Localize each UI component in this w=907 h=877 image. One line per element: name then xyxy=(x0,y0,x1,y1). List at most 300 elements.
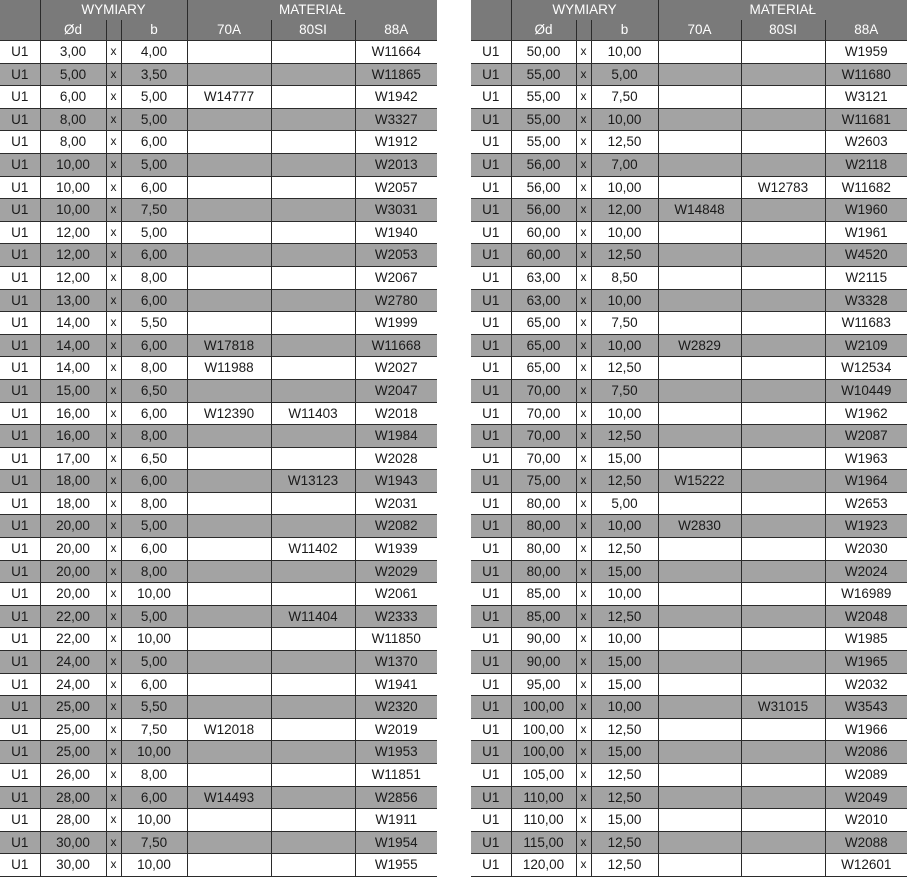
cell-material-80si xyxy=(271,266,355,289)
table-row xyxy=(471,402,907,425)
cell-material-80si: W11403 xyxy=(271,402,355,425)
cell-type: U1 xyxy=(471,357,511,380)
cell-material-70a xyxy=(187,764,271,787)
cell-material-88a: W1964 xyxy=(825,470,907,493)
cell-separator: x xyxy=(576,651,591,674)
cell-material-88a: W4520 xyxy=(825,244,907,267)
cell-material-70a xyxy=(187,244,271,267)
cell-material-88a: W2053 xyxy=(355,244,437,267)
cell-type: U1 xyxy=(0,425,40,448)
cell-diameter: 10,00 xyxy=(40,153,106,176)
cell-material-88a: W2018 xyxy=(355,402,437,425)
cell-material-80si xyxy=(271,809,355,832)
cell-separator: x xyxy=(106,289,121,312)
cell-material-80si xyxy=(271,854,355,877)
cell-diameter: 63,00 xyxy=(511,289,576,312)
cell-material-70a xyxy=(187,266,271,289)
table-row xyxy=(0,266,437,289)
table-row xyxy=(471,854,907,877)
table-row xyxy=(0,41,437,64)
cell-material-80si xyxy=(741,199,825,222)
cell-width: 8,00 xyxy=(121,357,187,380)
cell-material-70a xyxy=(187,628,271,651)
cell-material-70a xyxy=(658,718,741,741)
cell-material-70a xyxy=(658,41,741,64)
cell-material-70a xyxy=(658,86,741,109)
table-row xyxy=(0,628,437,651)
cell-width: 12,50 xyxy=(591,538,658,561)
cell-separator: x xyxy=(106,583,121,606)
cell-type: U1 xyxy=(471,176,511,199)
header-group-dimensions: WYMIARY xyxy=(40,0,187,20)
cell-material-80si xyxy=(741,221,825,244)
cell-material-70a xyxy=(187,515,271,538)
cell-diameter: 20,00 xyxy=(40,583,106,606)
cell-material-88a: W2024 xyxy=(825,560,907,583)
cell-type: U1 xyxy=(0,108,40,131)
table-row xyxy=(471,718,907,741)
cell-material-88a: W2048 xyxy=(825,605,907,628)
table-row xyxy=(471,492,907,515)
cell-material-70a xyxy=(187,379,271,402)
cell-material-88a: W1961 xyxy=(825,221,907,244)
cell-material-80si xyxy=(741,402,825,425)
cell-material-70a xyxy=(658,560,741,583)
cell-material-70a xyxy=(658,221,741,244)
cell-separator: x xyxy=(106,764,121,787)
cell-separator: x xyxy=(576,153,591,176)
cell-diameter: 18,00 xyxy=(40,492,106,515)
cell-diameter: 5,00 xyxy=(40,63,106,86)
cell-material-70a xyxy=(658,108,741,131)
cell-material-70a: W11988 xyxy=(187,357,271,380)
cell-material-88a: W2028 xyxy=(355,447,437,470)
cell-material-80si xyxy=(271,199,355,222)
table-row xyxy=(471,605,907,628)
cell-material-88a: W2856 xyxy=(355,786,437,809)
cell-separator: x xyxy=(576,266,591,289)
cell-material-88a: W2029 xyxy=(355,560,437,583)
cell-diameter: 25,00 xyxy=(40,741,106,764)
cell-material-70a xyxy=(658,153,741,176)
table-row xyxy=(0,221,437,244)
cell-separator: x xyxy=(106,831,121,854)
cell-diameter: 20,00 xyxy=(40,515,106,538)
cell-material-80si xyxy=(741,651,825,674)
table-row xyxy=(471,379,907,402)
cell-diameter: 55,00 xyxy=(511,131,576,154)
table-row xyxy=(471,470,907,493)
cell-material-88a: W3121 xyxy=(825,86,907,109)
table-row xyxy=(0,153,437,176)
cell-material-80si xyxy=(271,86,355,109)
cell-width: 6,00 xyxy=(121,131,187,154)
cell-diameter: 110,00 xyxy=(511,809,576,832)
cell-separator: x xyxy=(576,108,591,131)
cell-diameter: 20,00 xyxy=(40,538,106,561)
cell-width: 10,00 xyxy=(591,108,658,131)
cell-material-80si xyxy=(271,108,355,131)
table-row xyxy=(471,651,907,674)
cell-width: 12,50 xyxy=(591,470,658,493)
cell-separator: x xyxy=(576,86,591,109)
cell-material-70a: W12390 xyxy=(187,402,271,425)
cell-width: 8,00 xyxy=(121,425,187,448)
table-row xyxy=(0,696,437,719)
cell-width: 6,00 xyxy=(121,402,187,425)
cell-material-70a xyxy=(658,447,741,470)
cell-type: U1 xyxy=(471,63,511,86)
cell-diameter: 14,00 xyxy=(40,334,106,357)
cell-type: U1 xyxy=(471,560,511,583)
cell-material-80si xyxy=(741,560,825,583)
cell-width: 3,50 xyxy=(121,63,187,86)
cell-width: 10,00 xyxy=(591,583,658,606)
table-row xyxy=(471,515,907,538)
cell-diameter: 12,00 xyxy=(40,221,106,244)
cell-separator: x xyxy=(106,357,121,380)
cell-diameter: 65,00 xyxy=(511,334,576,357)
cell-separator: x xyxy=(106,221,121,244)
cell-separator: x xyxy=(576,357,591,380)
cell-diameter: 13,00 xyxy=(40,289,106,312)
cell-material-88a: W1953 xyxy=(355,741,437,764)
cell-separator: x xyxy=(576,718,591,741)
cell-diameter: 85,00 xyxy=(511,605,576,628)
cell-material-88a: W1912 xyxy=(355,131,437,154)
cell-type: U1 xyxy=(471,244,511,267)
cell-material-80si: W31015 xyxy=(741,696,825,719)
cell-diameter: 60,00 xyxy=(511,244,576,267)
cell-material-70a xyxy=(187,651,271,674)
cell-separator: x xyxy=(106,470,121,493)
cell-material-80si xyxy=(741,244,825,267)
table-row xyxy=(0,244,437,267)
cell-material-88a: W11682 xyxy=(825,176,907,199)
cell-separator: x xyxy=(106,379,121,402)
cell-separator: x xyxy=(576,673,591,696)
cell-material-80si xyxy=(271,131,355,154)
cell-type: U1 xyxy=(471,379,511,402)
cell-width: 12,50 xyxy=(591,357,658,380)
cell-separator: x xyxy=(106,492,121,515)
cell-separator: x xyxy=(576,831,591,854)
cell-material-88a: W3327 xyxy=(355,108,437,131)
cell-material-88a: W2030 xyxy=(825,538,907,561)
cell-type: U1 xyxy=(471,809,511,832)
header-col-b: b xyxy=(591,20,658,41)
cell-width: 10,00 xyxy=(121,854,187,877)
table-row xyxy=(471,809,907,832)
cell-diameter: 120,00 xyxy=(511,854,576,877)
cell-material-88a: W11664 xyxy=(355,41,437,64)
table-row xyxy=(0,312,437,335)
cell-separator: x xyxy=(106,741,121,764)
cell-material-70a xyxy=(658,266,741,289)
cell-material-80si xyxy=(271,176,355,199)
cell-diameter: 55,00 xyxy=(511,86,576,109)
cell-material-88a: W12534 xyxy=(825,357,907,380)
cell-type: U1 xyxy=(471,628,511,651)
table-row xyxy=(0,334,437,357)
cell-diameter: 8,00 xyxy=(40,131,106,154)
header-column-row xyxy=(0,20,437,41)
cell-material-88a: W1966 xyxy=(825,718,907,741)
cell-separator: x xyxy=(106,673,121,696)
cell-material-88a: W3543 xyxy=(825,696,907,719)
cell-separator: x xyxy=(106,108,121,131)
cell-width: 7,50 xyxy=(121,831,187,854)
cell-material-80si xyxy=(741,379,825,402)
cell-type: U1 xyxy=(0,605,40,628)
cell-width: 10,00 xyxy=(591,289,658,312)
cell-width: 5,50 xyxy=(121,696,187,719)
table-row xyxy=(471,831,907,854)
cell-material-80si xyxy=(741,741,825,764)
cell-material-88a: W1962 xyxy=(825,402,907,425)
cell-material-88a: W11680 xyxy=(825,63,907,86)
cell-type: U1 xyxy=(0,583,40,606)
cell-material-80si xyxy=(741,583,825,606)
cell-width: 7,50 xyxy=(591,312,658,335)
header-col-70a: 70A xyxy=(658,20,741,41)
cell-type: U1 xyxy=(0,221,40,244)
cell-type: U1 xyxy=(471,696,511,719)
cell-material-88a: W11683 xyxy=(825,312,907,335)
cell-separator: x xyxy=(576,312,591,335)
cell-type: U1 xyxy=(0,764,40,787)
table-row xyxy=(471,131,907,154)
cell-diameter: 110,00 xyxy=(511,786,576,809)
cell-material-70a: W14493 xyxy=(187,786,271,809)
cell-separator: x xyxy=(576,854,591,877)
cell-material-88a: W2088 xyxy=(825,831,907,854)
cell-width: 8,00 xyxy=(121,492,187,515)
cell-material-70a: W2830 xyxy=(658,515,741,538)
table-row xyxy=(471,447,907,470)
cell-width: 8,00 xyxy=(121,764,187,787)
cell-material-80si xyxy=(741,786,825,809)
cell-material-80si xyxy=(271,583,355,606)
cell-material-88a: W2320 xyxy=(355,696,437,719)
cell-material-88a: W1954 xyxy=(355,831,437,854)
cell-diameter: 60,00 xyxy=(511,221,576,244)
cell-diameter: 20,00 xyxy=(40,560,106,583)
cell-diameter: 65,00 xyxy=(511,357,576,380)
cell-width: 12,50 xyxy=(591,786,658,809)
cell-material-70a xyxy=(658,831,741,854)
cell-material-80si xyxy=(741,131,825,154)
table-row xyxy=(471,63,907,86)
header-col-separator xyxy=(576,20,591,41)
cell-material-88a: W1959 xyxy=(825,41,907,64)
cell-type: U1 xyxy=(471,854,511,877)
cell-type: U1 xyxy=(471,515,511,538)
cell-separator: x xyxy=(106,425,121,448)
cell-type: U1 xyxy=(0,628,40,651)
cell-separator: x xyxy=(106,628,121,651)
cell-width: 10,00 xyxy=(591,696,658,719)
cell-separator: x xyxy=(576,583,591,606)
cell-type: U1 xyxy=(471,786,511,809)
cell-diameter: 63,00 xyxy=(511,266,576,289)
cell-type: U1 xyxy=(471,86,511,109)
cell-width: 5,00 xyxy=(121,651,187,674)
cell-type: U1 xyxy=(471,538,511,561)
cell-diameter: 56,00 xyxy=(511,176,576,199)
header-col-d: Ød xyxy=(511,20,576,41)
cell-diameter: 15,00 xyxy=(40,379,106,402)
cell-material-88a: W11850 xyxy=(355,628,437,651)
cell-material-88a: W2653 xyxy=(825,492,907,515)
cell-diameter: 100,00 xyxy=(511,696,576,719)
cell-type: U1 xyxy=(471,221,511,244)
cell-type: U1 xyxy=(471,266,511,289)
table-row xyxy=(0,560,437,583)
cell-material-70a xyxy=(187,131,271,154)
cell-separator: x xyxy=(106,515,121,538)
table-row xyxy=(0,651,437,674)
cell-type: U1 xyxy=(471,741,511,764)
header-blank-cell xyxy=(471,0,511,20)
cell-material-70a xyxy=(658,425,741,448)
cell-separator: x xyxy=(106,266,121,289)
table-row xyxy=(0,515,437,538)
cell-material-88a: W1923 xyxy=(825,515,907,538)
table-row xyxy=(471,764,907,787)
cell-width: 5,00 xyxy=(121,86,187,109)
cell-material-70a xyxy=(187,605,271,628)
cell-width: 15,00 xyxy=(591,447,658,470)
table-row xyxy=(0,402,437,425)
cell-width: 6,00 xyxy=(121,673,187,696)
cell-material-88a: W2010 xyxy=(825,809,907,832)
cell-material-70a xyxy=(187,447,271,470)
cell-diameter: 25,00 xyxy=(40,718,106,741)
cell-width: 5,00 xyxy=(121,515,187,538)
cell-width: 7,50 xyxy=(121,199,187,222)
cell-width: 10,00 xyxy=(121,583,187,606)
cell-diameter: 80,00 xyxy=(511,492,576,515)
cell-type: U1 xyxy=(0,673,40,696)
cell-separator: x xyxy=(106,199,121,222)
header-group-row xyxy=(471,0,907,20)
table-row xyxy=(471,786,907,809)
cell-material-70a xyxy=(658,492,741,515)
cell-type: U1 xyxy=(0,831,40,854)
cell-separator: x xyxy=(106,718,121,741)
cell-material-88a: W2118 xyxy=(825,153,907,176)
cell-material-88a: W2109 xyxy=(825,334,907,357)
cell-separator: x xyxy=(576,63,591,86)
cell-material-70a xyxy=(658,583,741,606)
cell-material-80si xyxy=(271,764,355,787)
cell-material-80si xyxy=(271,673,355,696)
header-col-80si: 80SI xyxy=(271,20,355,41)
cell-material-88a: W2086 xyxy=(825,741,907,764)
table-row xyxy=(0,289,437,312)
cell-separator: x xyxy=(576,515,591,538)
cell-separator: x xyxy=(576,289,591,312)
table-row xyxy=(0,492,437,515)
cell-width: 6,00 xyxy=(121,334,187,357)
cell-material-80si xyxy=(741,673,825,696)
cell-type: U1 xyxy=(471,447,511,470)
cell-separator: x xyxy=(106,809,121,832)
cell-material-80si xyxy=(271,63,355,86)
cell-type: U1 xyxy=(471,41,511,64)
cell-material-80si xyxy=(741,289,825,312)
cell-material-80si xyxy=(271,786,355,809)
cell-type: U1 xyxy=(0,244,40,267)
cell-type: U1 xyxy=(471,289,511,312)
cell-material-88a: W2027 xyxy=(355,357,437,380)
table-row xyxy=(0,63,437,86)
cell-material-70a xyxy=(658,696,741,719)
cell-type: U1 xyxy=(471,425,511,448)
cell-material-80si xyxy=(271,651,355,674)
cell-width: 15,00 xyxy=(591,673,658,696)
cell-separator: x xyxy=(576,221,591,244)
cell-type: U1 xyxy=(0,560,40,583)
cell-diameter: 50,00 xyxy=(511,41,576,64)
cell-separator: x xyxy=(576,560,591,583)
cell-type: U1 xyxy=(0,334,40,357)
cell-material-88a: W1965 xyxy=(825,651,907,674)
cell-separator: x xyxy=(106,334,121,357)
cell-diameter: 24,00 xyxy=(40,651,106,674)
cell-type: U1 xyxy=(471,718,511,741)
cell-separator: x xyxy=(576,131,591,154)
cell-type: U1 xyxy=(471,402,511,425)
cell-diameter: 75,00 xyxy=(511,470,576,493)
cell-width: 12,50 xyxy=(591,244,658,267)
cell-diameter: 90,00 xyxy=(511,651,576,674)
cell-diameter: 70,00 xyxy=(511,425,576,448)
cell-material-80si xyxy=(271,41,355,64)
cell-material-80si xyxy=(741,538,825,561)
table-row xyxy=(0,538,437,561)
cell-material-88a: W2013 xyxy=(355,153,437,176)
cell-width: 5,00 xyxy=(121,108,187,131)
cell-separator: x xyxy=(576,425,591,448)
cell-diameter: 65,00 xyxy=(511,312,576,335)
cell-separator: x xyxy=(106,560,121,583)
cell-material-80si xyxy=(741,266,825,289)
cell-width: 8,00 xyxy=(121,266,187,289)
cell-material-70a xyxy=(658,402,741,425)
cell-material-70a xyxy=(187,583,271,606)
cell-diameter: 28,00 xyxy=(40,809,106,832)
cell-material-88a: W2087 xyxy=(825,425,907,448)
cell-type: U1 xyxy=(0,741,40,764)
table-row xyxy=(471,199,907,222)
table-row xyxy=(471,673,907,696)
cell-width: 10,00 xyxy=(591,334,658,357)
cell-material-88a: W2115 xyxy=(825,266,907,289)
cell-material-88a: W2061 xyxy=(355,583,437,606)
table-row xyxy=(0,131,437,154)
cell-separator: x xyxy=(106,854,121,877)
cell-type: U1 xyxy=(0,786,40,809)
header-blank-cell xyxy=(0,20,40,41)
cell-separator: x xyxy=(106,244,121,267)
cell-width: 15,00 xyxy=(591,741,658,764)
cell-material-70a xyxy=(187,199,271,222)
cell-width: 6,50 xyxy=(121,379,187,402)
cell-material-88a: W11668 xyxy=(355,334,437,357)
cell-material-70a: W2829 xyxy=(658,334,741,357)
